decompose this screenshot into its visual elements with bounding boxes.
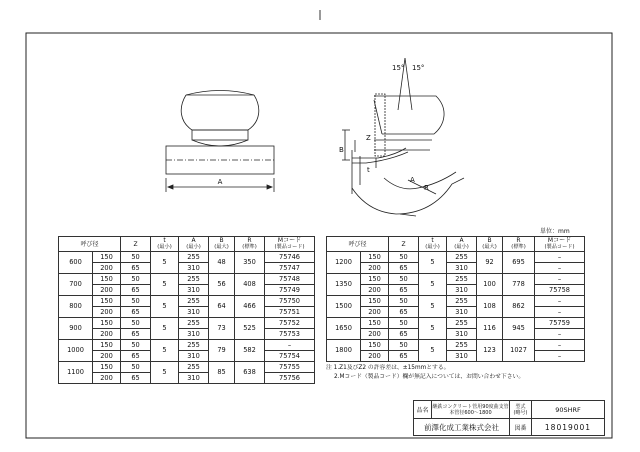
front-view <box>166 91 274 193</box>
header-mcode: Mコード (製品コード) <box>265 237 315 252</box>
cell-z: 65 <box>121 307 151 318</box>
cell-z: 65 <box>389 263 419 274</box>
cell-a: 310 <box>179 285 209 296</box>
dim-t-label: t <box>367 166 370 174</box>
cell-r: 350 <box>235 252 265 274</box>
cell-z: 50 <box>389 252 419 263</box>
cell-z: 65 <box>121 329 151 340</box>
cell-a: 310 <box>179 263 209 274</box>
cell-b: 64 <box>209 296 235 318</box>
cell-z: 65 <box>389 329 419 340</box>
table-row <box>327 263 585 274</box>
cell-diameter: 1200 <box>327 252 361 274</box>
cell-z: 65 <box>389 285 419 296</box>
cell-a: 255 <box>447 340 477 351</box>
cell-r: 525 <box>235 318 265 340</box>
cell-mcode: 75746 <box>265 252 315 263</box>
table-row <box>327 329 585 340</box>
title-block <box>413 400 605 436</box>
cell-a: 255 <box>179 362 209 373</box>
cell-z: 50 <box>121 340 151 351</box>
title-product-name-line1: 継鉄コンクリート管用90度曲支管 <box>432 403 509 410</box>
cell-a: 255 <box>179 252 209 263</box>
cell-r: 695 <box>503 252 535 274</box>
dimension-table-right <box>326 236 585 362</box>
cell-t: 5 <box>151 274 179 296</box>
cell-b: 79 <box>209 340 235 362</box>
cell-branch-diameter: 150 <box>93 318 121 329</box>
cell-a: 310 <box>447 351 477 362</box>
cell-mcode: 75758 <box>535 285 585 296</box>
cell-t: 5 <box>151 318 179 340</box>
table-row <box>59 329 315 340</box>
cell-z: 65 <box>389 307 419 318</box>
dim-a-label-front: A <box>217 178 223 186</box>
cell-r: 862 <box>503 296 535 318</box>
cell-a: 310 <box>447 329 477 340</box>
table-row <box>59 285 315 296</box>
title-drawing-label: 図番 <box>510 419 532 435</box>
cell-diameter: 1350 <box>327 274 361 296</box>
table-row <box>59 252 315 263</box>
cell-t: 5 <box>151 362 179 384</box>
unit-label: 単位：mm <box>540 228 570 235</box>
cell-a: 310 <box>447 285 477 296</box>
cell-a: 255 <box>447 274 477 285</box>
cell-mcode: – <box>265 340 315 351</box>
cell-mcode: 75755 <box>265 362 315 373</box>
cell-r: 945 <box>503 318 535 340</box>
header-a: A (最小) <box>447 237 477 252</box>
cell-t: 5 <box>151 340 179 362</box>
header-diameter: 呼び径 <box>59 237 121 252</box>
header-r: R (標準) <box>503 237 535 252</box>
angle-right-label: 15° <box>412 64 425 72</box>
cell-z: 65 <box>121 285 151 296</box>
cell-a: 310 <box>179 307 209 318</box>
cell-branch-diameter: 150 <box>361 274 389 285</box>
cell-branch-diameter: 150 <box>361 252 389 263</box>
cell-branch-diameter: 200 <box>93 373 121 384</box>
cell-branch-diameter: 150 <box>361 340 389 351</box>
dimension-table-left <box>58 236 315 384</box>
header-mcode: Mコード (製品コード) <box>535 237 585 252</box>
cell-diameter: 600 <box>59 252 93 274</box>
cell-a: 255 <box>179 340 209 351</box>
table-row <box>327 285 585 296</box>
table-row <box>59 373 315 384</box>
cell-branch-diameter: 150 <box>93 362 121 373</box>
cell-a: 310 <box>447 307 477 318</box>
header-r: R (標準) <box>235 237 265 252</box>
cell-mcode: 75754 <box>265 351 315 362</box>
cell-diameter: 1800 <box>327 340 361 362</box>
cell-a: 255 <box>179 274 209 285</box>
header-b: B (最大) <box>477 237 503 252</box>
table-row <box>327 307 585 318</box>
cell-mcode: 75749 <box>265 285 315 296</box>
cell-b: 108 <box>477 296 503 318</box>
dim-b-label: B <box>339 146 344 154</box>
cell-branch-diameter: 150 <box>93 274 121 285</box>
cell-mcode: 75759 <box>535 318 585 329</box>
cell-mcode: – <box>535 351 585 362</box>
note-1: 注 1.Z1及びZ2 の許容差は、±15mmとする。 <box>326 365 450 371</box>
cell-mcode: – <box>535 307 585 318</box>
cell-z: 65 <box>121 373 151 384</box>
cell-branch-diameter: 200 <box>361 329 389 340</box>
header-z: Z <box>389 237 419 252</box>
cell-mcode: – <box>535 263 585 274</box>
cell-b: 48 <box>209 252 235 274</box>
cell-branch-diameter: 200 <box>93 263 121 274</box>
table-row <box>59 340 315 351</box>
cell-r: 778 <box>503 274 535 296</box>
cell-r: 582 <box>235 340 265 362</box>
section-view <box>342 58 464 216</box>
cell-mcode: 75752 <box>265 318 315 329</box>
cell-r: 1027 <box>503 340 535 362</box>
cell-diameter: 700 <box>59 274 93 296</box>
cell-t: 5 <box>419 296 447 318</box>
cell-t: 5 <box>151 252 179 274</box>
cell-t: 5 <box>419 274 447 296</box>
cell-branch-diameter: 150 <box>93 296 121 307</box>
cell-branch-diameter: 200 <box>361 263 389 274</box>
cell-branch-diameter: 150 <box>361 318 389 329</box>
cell-branch-diameter: 150 <box>361 296 389 307</box>
note-2: 2.Mコード（製品コード）欄が無記入については、お問い合わせ下さい。 <box>334 374 525 380</box>
table-row <box>327 252 585 263</box>
title-product-name <box>432 401 510 419</box>
cell-branch-diameter: 200 <box>93 285 121 296</box>
cell-a: 255 <box>179 318 209 329</box>
title-company: 前澤化成工業株式会社 <box>414 419 510 435</box>
cell-diameter: 1100 <box>59 362 93 384</box>
angle-left-label: 15° <box>392 64 405 72</box>
table-row <box>59 274 315 285</box>
cell-z: 50 <box>389 340 419 351</box>
cell-diameter: 800 <box>59 296 93 318</box>
table-row <box>59 351 315 362</box>
table-row <box>327 351 585 362</box>
title-product-name-line2: 本管径600～1800 <box>449 409 492 416</box>
cell-z: 65 <box>121 351 151 362</box>
cell-mcode: – <box>535 274 585 285</box>
cell-z: 50 <box>121 274 151 285</box>
cell-z: 50 <box>121 252 151 263</box>
header-diameter: 呼び径 <box>327 237 389 252</box>
cell-z: 65 <box>121 263 151 274</box>
header-t: t (最小) <box>151 237 179 252</box>
cell-diameter: 1000 <box>59 340 93 362</box>
cell-branch-diameter: 200 <box>93 307 121 318</box>
cell-t: 5 <box>419 252 447 274</box>
cell-branch-diameter: 200 <box>93 329 121 340</box>
cell-branch-diameter: 150 <box>93 252 121 263</box>
cell-a: 310 <box>179 373 209 384</box>
notes <box>326 364 524 382</box>
cell-diameter: 1650 <box>327 318 361 340</box>
cell-z: 50 <box>121 318 151 329</box>
table-row <box>59 318 315 329</box>
dim-a-label-section: A <box>410 176 415 184</box>
table-header-row <box>59 237 315 252</box>
table-row <box>327 274 585 285</box>
cell-z: 50 <box>389 318 419 329</box>
table-row <box>327 318 585 329</box>
cell-a: 255 <box>447 318 477 329</box>
cell-mcode: – <box>535 252 585 263</box>
cell-branch-diameter: 200 <box>361 351 389 362</box>
cell-branch-diameter: 200 <box>93 351 121 362</box>
cell-mcode: 75753 <box>265 329 315 340</box>
cell-b: 56 <box>209 274 235 296</box>
cell-a: 310 <box>179 329 209 340</box>
cell-mcode: – <box>535 340 585 351</box>
cell-mcode: 75747 <box>265 263 315 274</box>
cell-z: 65 <box>389 351 419 362</box>
table-row <box>59 362 315 373</box>
table-row <box>59 263 315 274</box>
table-header-row <box>327 237 585 252</box>
cell-a: 255 <box>447 252 477 263</box>
cell-b: 73 <box>209 318 235 340</box>
title-model-value: 90SHRF <box>532 401 604 419</box>
title-drawing-number: 18019001 <box>544 422 592 432</box>
cell-a: 255 <box>447 296 477 307</box>
cell-b: 85 <box>209 362 235 384</box>
table-row <box>327 296 585 307</box>
cell-b: 116 <box>477 318 503 340</box>
cell-z: 50 <box>389 296 419 307</box>
cell-mcode: 75748 <box>265 274 315 285</box>
header-t: t (最小) <box>419 237 447 252</box>
cell-t: 5 <box>419 340 447 362</box>
cell-a: 310 <box>179 351 209 362</box>
cell-b: 100 <box>477 274 503 296</box>
cell-diameter: 1500 <box>327 296 361 318</box>
dim-z-label: Z <box>366 134 371 142</box>
cell-branch-diameter: 200 <box>361 285 389 296</box>
cell-a: 310 <box>447 263 477 274</box>
cell-mcode: 75751 <box>265 307 315 318</box>
cell-mcode: – <box>535 329 585 340</box>
cell-diameter: 900 <box>59 318 93 340</box>
cell-mcode: 75756 <box>265 373 315 384</box>
cell-mcode: – <box>535 296 585 307</box>
title-name-label: 品名 <box>414 401 432 419</box>
table-row <box>59 296 315 307</box>
table-row <box>59 307 315 318</box>
cell-mcode: 75750 <box>265 296 315 307</box>
cell-b: 123 <box>477 340 503 362</box>
title-model-label: 型式 (略号) <box>510 401 532 419</box>
cell-a: 255 <box>179 296 209 307</box>
dim-r-label: R <box>424 184 429 192</box>
cell-r: 638 <box>235 362 265 384</box>
header-b: B (最大) <box>209 237 235 252</box>
header-z: Z <box>121 237 151 252</box>
cell-branch-diameter: 150 <box>93 340 121 351</box>
cell-b: 92 <box>477 252 503 274</box>
cell-r: 466 <box>235 296 265 318</box>
cell-z: 50 <box>389 274 419 285</box>
cell-t: 5 <box>419 318 447 340</box>
cell-z: 50 <box>121 296 151 307</box>
header-a: A (最小) <box>179 237 209 252</box>
cell-r: 408 <box>235 274 265 296</box>
cell-t: 5 <box>151 296 179 318</box>
cell-branch-diameter: 200 <box>361 307 389 318</box>
cell-z: 50 <box>121 362 151 373</box>
table-row <box>327 340 585 351</box>
